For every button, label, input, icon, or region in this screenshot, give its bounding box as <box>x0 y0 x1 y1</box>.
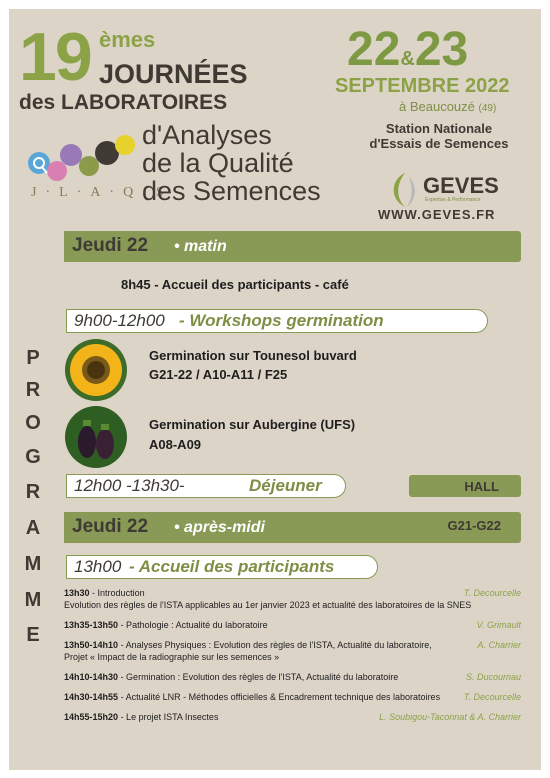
place-dept: (49) <box>478 103 497 114</box>
workshop-time: 9h00-12h00 <box>74 311 165 330</box>
session-time: 13h30 <box>64 588 90 598</box>
afternoon-day-band <box>64 512 521 543</box>
edition-suffix: èmes <box>99 27 156 52</box>
session-row <box>64 711 521 723</box>
lunch-room-badge <box>409 475 521 497</box>
session-speaker: V. Grimault <box>476 620 521 630</box>
session-row <box>64 691 521 703</box>
afternoon-period: • après-midi <box>174 519 265 536</box>
session-title: - Le projet ISTA Insectes <box>120 712 219 722</box>
session-extra: Evolution des règles de l'ISTA applicables au 1er janvier 2023 et actualité des laboratoires de la SNES <box>64 600 472 610</box>
title-journees: JOURNÉES <box>99 59 248 89</box>
session-row <box>64 671 521 683</box>
session-speaker: T. Decourcelle <box>463 588 521 598</box>
afternoon-room: G21-G22 <box>447 518 501 533</box>
session-title: - Actualité LNR - Méthodes officielles & Encadrement technique des laboratoires <box>120 692 441 702</box>
lunch-room: HALL <box>464 479 499 494</box>
title-analyses: d'Analyses <box>142 120 272 150</box>
session-time: 13h35-13h50 <box>64 620 119 630</box>
programme-letter: A <box>25 517 41 539</box>
station-line1: Station Nationale <box>385 121 493 136</box>
jlaqs-logo-icon <box>27 133 139 183</box>
workshop-1-line1: Germination sur Tounesol buvard <box>149 348 357 363</box>
session-time: 14h30-14h55 <box>64 692 119 702</box>
date-end: 23 <box>414 23 469 76</box>
workshop-1-line2: G21-22 / A10-A11 / F25 <box>149 367 288 382</box>
session-speaker: S. Ducournau <box>465 672 521 682</box>
afternoon-day: Jeudi 22 <box>72 516 149 537</box>
org-name: GEVES <box>423 173 499 198</box>
title-qualite: de la Qualité <box>142 148 294 178</box>
programme-letter: P <box>26 347 40 369</box>
session-speaker: T. Decourcelle <box>463 692 521 702</box>
session-time: 14h10-14h30 <box>64 672 119 682</box>
title-semences: des Semences <box>142 176 321 206</box>
session-row <box>64 587 521 611</box>
org-tagline: Expertise & Performance <box>425 197 481 203</box>
morning-period: • matin <box>174 238 227 255</box>
date-start: 22 <box>347 23 401 76</box>
eggplant-image <box>65 406 127 468</box>
programme-letter: E <box>26 624 40 646</box>
morning-day-band <box>64 231 521 262</box>
workshop-2-line1: Germination sur Aubergine (UFS) <box>149 417 356 432</box>
session-title: - Analyses Physiques : Evolution des règles de l'ISTA, Actualité du laboratoire, <box>120 640 432 650</box>
programme-letter: M <box>24 589 42 611</box>
morning-welcome: 8h45 - Accueil des participants - café <box>121 277 349 292</box>
month-year: SEPTEMBRE 2022 <box>335 75 510 97</box>
session-time: 13h50-14h10 <box>64 640 119 650</box>
lunch-time: 12h00 -13h30- <box>74 476 185 495</box>
workshop-pill <box>66 309 488 333</box>
workshop-title: - Workshops germination <box>179 311 384 330</box>
sunflower-image <box>65 339 127 401</box>
morning-day: Jeudi 22 <box>72 235 149 256</box>
workshop-2-line2: A08-A09 <box>149 437 202 452</box>
station-line2: d'Essais de Semences <box>369 136 509 151</box>
session-extra: Projet « Impact de la radiographie sur les semences » <box>64 652 280 662</box>
edition-number: 19 <box>19 19 91 95</box>
lunch-title: Déjeuner <box>249 476 322 495</box>
session-title: - Pathologie : Actualité du laboratoire <box>120 620 268 630</box>
programme-letter: O <box>25 412 41 434</box>
acronym: J·L·A·Q·S <box>31 185 173 200</box>
station-name <box>359 121 519 151</box>
session-title: - Germination : Evolution des règles de l'ISTA, Actualité du laboratoire <box>120 672 399 682</box>
session-title: - Introduction <box>92 588 145 598</box>
session-speaker: L. Soubigou-Taconnat & A. Charrier <box>379 712 521 722</box>
date-amp: & <box>400 48 415 70</box>
programme-letter: R <box>25 379 41 401</box>
geves-logo-icon <box>387 169 421 209</box>
title-block <box>142 121 321 205</box>
programme-letter: R <box>25 481 41 503</box>
afternoon-welcome-pill <box>66 555 378 579</box>
afternoon-welcome-time: 13h00 <box>74 557 122 576</box>
lunch-pill <box>66 474 346 498</box>
programme-letter: M <box>24 553 42 575</box>
event-place <box>399 99 496 114</box>
programme-letter: G <box>25 446 41 468</box>
session-row <box>64 639 521 663</box>
event-poster <box>9 9 541 770</box>
session-time: 14h55-15h20 <box>64 712 119 722</box>
website-link[interactable]: WWW.GEVES.FR <box>378 207 496 222</box>
place-name: à Beaucouzé <box>399 99 475 114</box>
afternoon-welcome-title: - Accueil des participants <box>129 557 335 576</box>
session-speaker: A. Charrier <box>477 640 521 650</box>
session-row <box>64 619 521 631</box>
title-laboratoires: des LABORATOIRES <box>19 91 228 114</box>
